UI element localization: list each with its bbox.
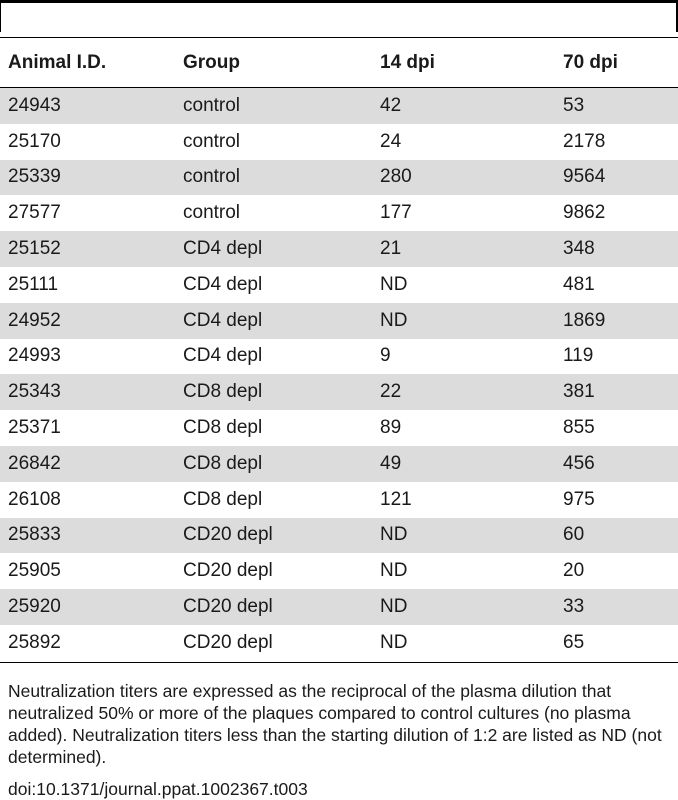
table-body (0, 88, 678, 661)
cell-animal-id: 24952 (0, 303, 175, 339)
titers-table (0, 38, 678, 661)
cell-group: CD20 depl (183, 560, 273, 582)
cell-70dpi: 53 (555, 88, 678, 124)
cell-14dpi: ND (372, 589, 555, 625)
table-row (0, 410, 678, 446)
table-row (0, 446, 678, 482)
cell-70dpi: 60 (555, 518, 678, 554)
cell-group: CD20 depl (175, 518, 372, 554)
cell-14dpi: ND (380, 631, 408, 653)
column-header-14dpi: 14 dpi (372, 38, 555, 88)
left-border (0, 0, 1, 32)
cell-animal-id: 25152 (0, 231, 175, 267)
cell-70dpi: 65 (563, 631, 585, 653)
cell-group: control (175, 160, 372, 196)
cell-70dpi: 348 (555, 231, 678, 267)
cell-animal-id: 25892 (8, 631, 61, 653)
table-row (0, 374, 678, 410)
cell-group: CD8 depl (175, 446, 372, 482)
cell-group: CD20 depl (175, 589, 372, 625)
cell-70dpi: 855 (563, 417, 595, 439)
cell-14dpi: 42 (372, 88, 555, 124)
cell-70dpi: 9862 (563, 202, 606, 224)
column-header-animal-id: Animal I.D. (0, 38, 175, 88)
cell-animal-id: 25905 (8, 560, 61, 582)
cell-group: CD4 depl (183, 345, 263, 367)
table-row (0, 124, 678, 160)
cell-animal-id: 25170 (8, 130, 61, 152)
table-row (0, 625, 678, 661)
cell-70dpi: 20 (563, 560, 585, 582)
cell-70dpi: 975 (563, 488, 595, 510)
cell-14dpi: ND (372, 518, 555, 554)
table-row (0, 303, 678, 339)
cell-70dpi: 1869 (555, 303, 678, 339)
table-row (0, 195, 678, 231)
cell-14dpi: 21 (372, 231, 555, 267)
table-row (0, 518, 678, 554)
header-row (0, 38, 678, 88)
table-row (0, 589, 678, 625)
cell-animal-id: 27577 (8, 202, 61, 224)
cell-14dpi: 121 (380, 488, 412, 510)
cell-70dpi: 2178 (563, 130, 606, 152)
top-border (0, 0, 678, 3)
cell-animal-id: 24993 (8, 345, 61, 367)
table-row (0, 160, 678, 196)
cell-group: CD20 depl (183, 631, 273, 653)
cell-group: CD8 depl (175, 374, 372, 410)
cell-14dpi: 89 (380, 417, 402, 439)
table-row (0, 88, 678, 124)
column-header-70dpi: 70 dpi (555, 38, 678, 88)
cell-70dpi: 456 (555, 446, 678, 482)
table-bottom-rule (0, 662, 678, 663)
cell-70dpi: 119 (563, 345, 594, 367)
cell-70dpi: 33 (555, 589, 678, 625)
cell-group: CD4 depl (183, 273, 263, 295)
doi-text: doi:10.1371/journal.ppat.1002367.t003 (8, 779, 308, 799)
cell-group: CD8 depl (183, 417, 263, 439)
cell-animal-id: 26842 (0, 446, 175, 482)
cell-group: CD4 depl (175, 231, 372, 267)
table-row (0, 482, 678, 518)
cell-animal-id: 25111 (8, 273, 59, 295)
cell-14dpi: ND (380, 560, 408, 582)
cell-group: control (175, 88, 372, 124)
cell-70dpi: 481 (563, 273, 595, 295)
cell-14dpi: 9 (380, 345, 391, 367)
cell-animal-id: 25920 (0, 589, 175, 625)
cell-animal-id: 26108 (8, 488, 61, 510)
cell-animal-id: 25833 (0, 518, 175, 554)
cell-animal-id: 25339 (0, 160, 175, 196)
cell-animal-id: 25371 (8, 417, 61, 439)
cell-14dpi: 177 (380, 202, 412, 224)
table-row (0, 231, 678, 267)
cell-14dpi: 24 (380, 130, 402, 152)
cell-group: CD8 depl (183, 488, 263, 510)
table-row (0, 553, 678, 589)
cell-animal-id: 25343 (0, 374, 175, 410)
table-footnote: Neutralization titers are expressed as the reciprocal of the plasma dilution that neutralized 50% or more of the plaques compared to control cultures (no plasma added). Neutralization titers less than the starting dilution of 1:2 are listed as ND (not determined). (8, 681, 662, 767)
cell-group: control (183, 202, 241, 224)
cell-70dpi: 9564 (555, 160, 678, 196)
column-header-group: Group (175, 38, 372, 88)
cell-group: control (183, 130, 241, 152)
cell-14dpi: 22 (372, 374, 555, 410)
cell-70dpi: 381 (555, 374, 678, 410)
table-row (0, 267, 678, 303)
cell-14dpi: 49 (372, 446, 555, 482)
cell-group: CD4 depl (175, 303, 372, 339)
cell-14dpi: ND (372, 303, 555, 339)
cell-animal-id: 24943 (0, 88, 175, 124)
cell-14dpi: ND (380, 273, 408, 295)
cell-14dpi: 280 (372, 160, 555, 196)
table-row (0, 339, 678, 375)
